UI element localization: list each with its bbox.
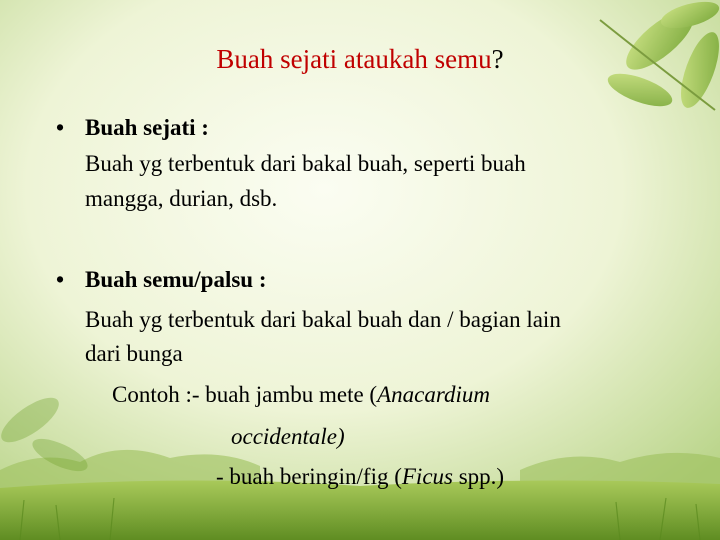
example-prefix: - buah beringin/fig ( [216,464,402,489]
example-suffix: spp.) [452,464,505,489]
bullet-text-line: Buah yg terbentuk dari bakal buah dan / bagian lain [85,307,561,332]
title-question-mark: ? [491,44,504,74]
bullet-heading-semu: Buah semu/palsu : [85,267,267,292]
example-prefix: Contoh :- buah jambu mete ( [112,382,378,407]
bullet-text-line: dari bunga [85,341,183,366]
bullet-marker: • [56,115,65,140]
example-jambu-mete [112,377,490,412]
scientific-name: occidentale) [231,424,345,449]
example-scientific-continuation [231,419,345,454]
bullet-marker: • [56,267,65,292]
bullet-text-line: Buah yg terbentuk dari bakal buah, seperti buah [85,151,526,176]
title-text: Buah sejati ataukah semu [216,44,492,74]
example-beringin [216,459,504,494]
bullet-heading-sejati: Buah sejati : [85,115,209,140]
scientific-name: Anacardium [377,382,490,407]
slide-title [0,44,720,75]
bullet-text-line: mangga, durian, dsb. [85,186,278,211]
scientific-name: Ficus [401,464,453,489]
